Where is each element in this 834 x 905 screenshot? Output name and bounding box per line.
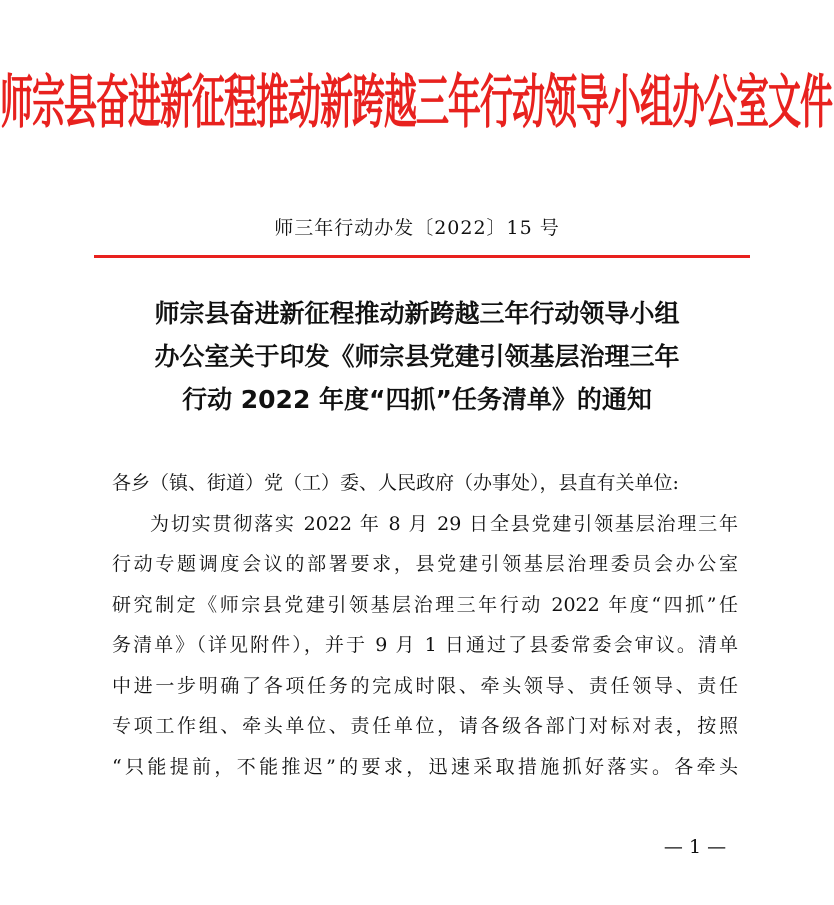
red-header-masthead [0, 56, 832, 140]
body-line-3: 研究制定《师宗县党建引领基层治理三年行动 2022 年度“四抓”任 [112, 593, 738, 616]
document-body [112, 463, 738, 787]
body-line-6: 专项工作组、牵头单位、责任单位，请各级各部门对标对表，按照 [112, 715, 738, 737]
salutation: 各乡（镇、街道）党（工）委、人民政府（办事处），县直有关单位: [112, 472, 679, 494]
body-line-5: 中进一步明确了各项任务的完成时限、牵头领导、责任领导、责任 [112, 674, 738, 697]
document-number: 师三年行动办发〔2022〕15 号 [274, 217, 560, 239]
body-line-4: 务清单》（详见附件），并于 9 月 1 日通过了县委常委会审议。清单 [112, 634, 738, 656]
body-line-7: “只能提前，不能推迟”的要求，迅速采取措施抓好落实。各牵头 [112, 755, 738, 778]
body-line-1: 为切实贯彻落实 2022 年 8 月 29 日全县党建引领基层治理三年 [150, 512, 738, 535]
masthead-title: 师宗县奋进新征程推动新跨越三年行动领导小组办公室文件 [0, 67, 832, 136]
title-line-3: 行动 2022 年度“四抓”任务清单》的通知 [182, 385, 652, 414]
body-line-2: 行动专题调度会议的部署要求，县党建引领基层治理委员会办公室 [112, 553, 738, 575]
red-divider-line [94, 255, 750, 258]
page-number: — 1 — [663, 836, 727, 858]
document-title [100, 292, 734, 421]
title-line-1: 师宗县奋进新征程推动新跨越三年行动领导小组 [154, 299, 680, 328]
title-line-2: 办公室关于印发《师宗县党建引领基层治理三年 [154, 342, 680, 371]
